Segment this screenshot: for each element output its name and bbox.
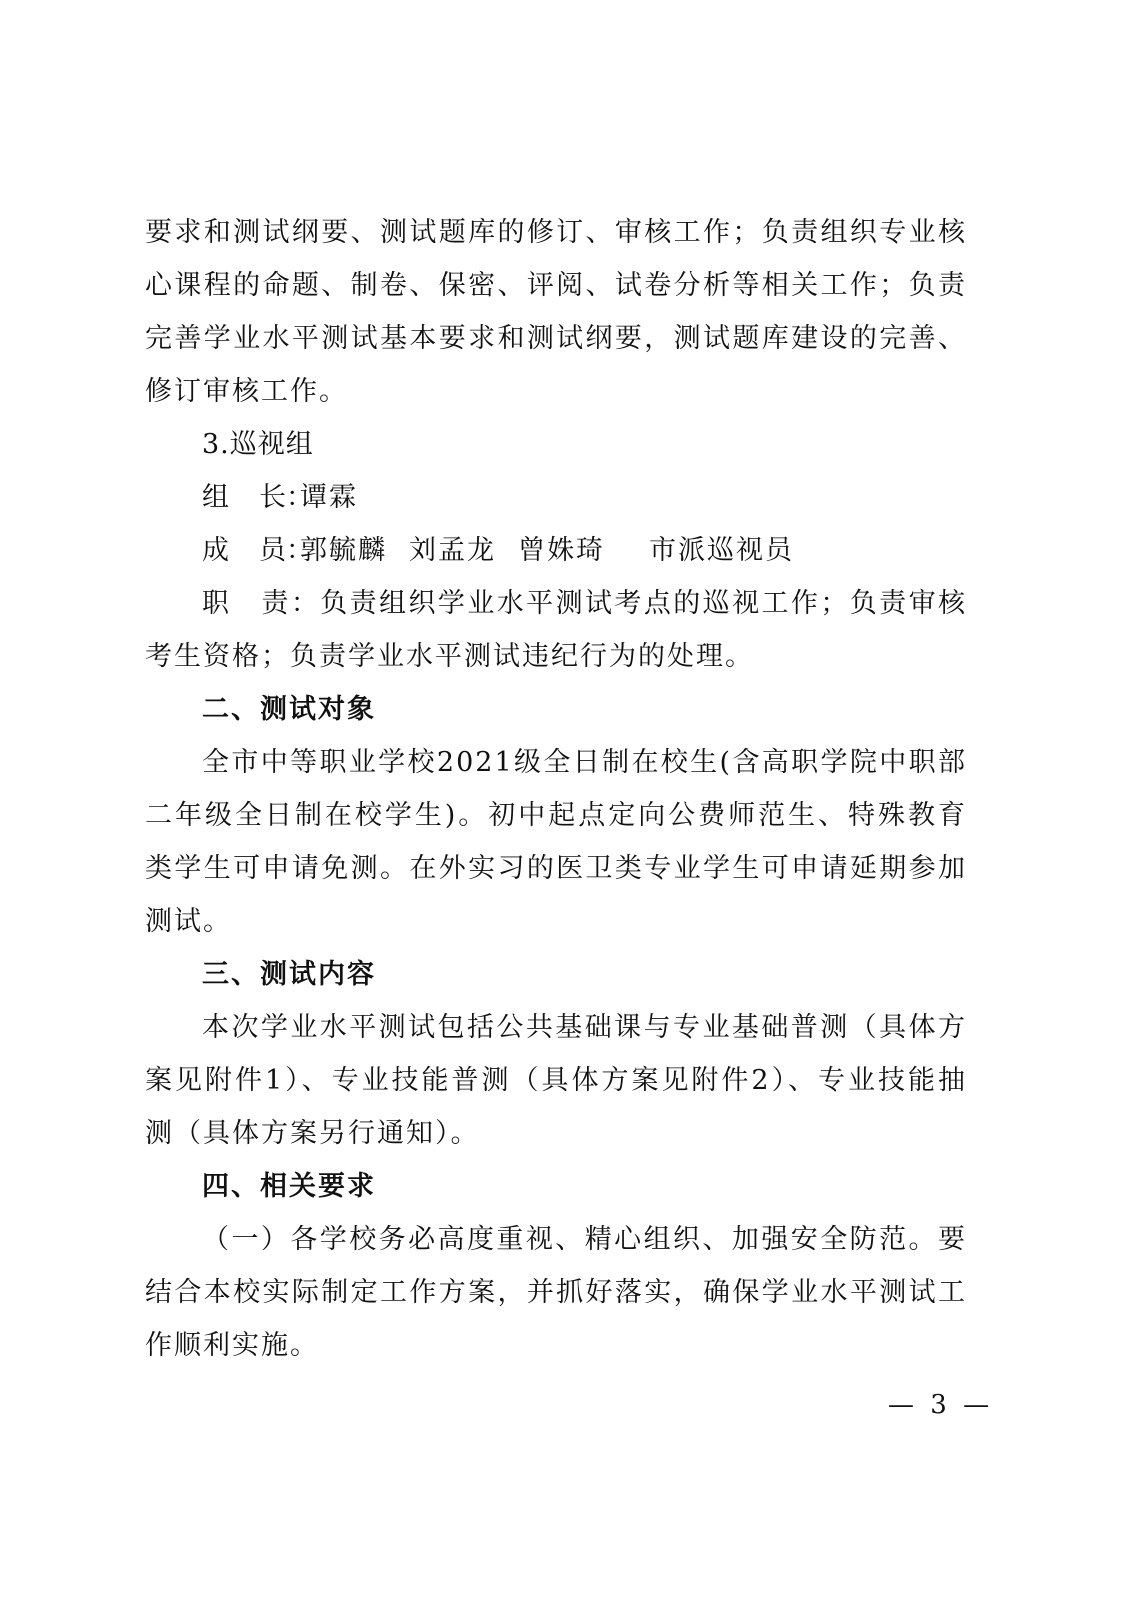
section-3-body: 本次学业水平测试包括公共基础课与专业基础普测（具体方案见附件1）、专业技能普测（具体方案见附件2）、专业技能抽测（具体方案另行通知）。 bbox=[145, 1012, 967, 1149]
patrol-group-leader bbox=[145, 471, 967, 524]
duty-label: 职 责： bbox=[202, 588, 321, 619]
patrol-group-title: 3.巡视组 bbox=[202, 429, 314, 460]
continuation-paragraph: 要求和测试纲要、测试题库的修订、审核工作；负责组织专业核心课程的命题、制卷、保密、评阅、试卷分析等相关工作；负责完善学业水平测试基本要求和测试纲要，测试题库建设的完善、修订审核工作。 bbox=[145, 217, 967, 407]
section-4-item-1: （一）各学校务必高度重视、精心组织、加强安全防范。要结合本校实际制定工作方案，并抓好落实，确保学业水平测试工作顺利实施。 bbox=[145, 1224, 967, 1361]
patrol-group-members bbox=[145, 524, 967, 577]
page-content bbox=[145, 206, 967, 1372]
member-name: 郭毓麟 bbox=[300, 535, 387, 566]
section-2-heading: 二、测试对象 bbox=[202, 694, 376, 725]
leader-label: 组 长： bbox=[202, 482, 313, 513]
member-name: 曾姝琦 bbox=[518, 535, 605, 566]
member-name: 市派巡视员 bbox=[649, 535, 794, 566]
section-2-body: 全市中等职业学校2021级全日制在校生(含高职学院中职部二年级全日制在校学生)。初中起点定向公费师范生、特殊教育类学生可申请免测。在外实习的医卫类专业学生可申请延期参加测试。 bbox=[145, 747, 967, 937]
patrol-group-duty bbox=[145, 577, 967, 683]
members-label: 成 员： bbox=[202, 535, 313, 566]
page-number: — 3 — bbox=[888, 1390, 994, 1420]
duty-text: 负责组织学业水平测试考点的巡视工作；负责审核考生资格；负责学业水平测试违纪行为的处理。 bbox=[145, 588, 968, 672]
member-name: 刘孟龙 bbox=[409, 535, 496, 566]
section-4-heading: 四、相关要求 bbox=[202, 1171, 376, 1202]
section-3-heading: 三、测试内容 bbox=[202, 959, 376, 990]
leader-name: 谭霖 bbox=[300, 482, 358, 513]
